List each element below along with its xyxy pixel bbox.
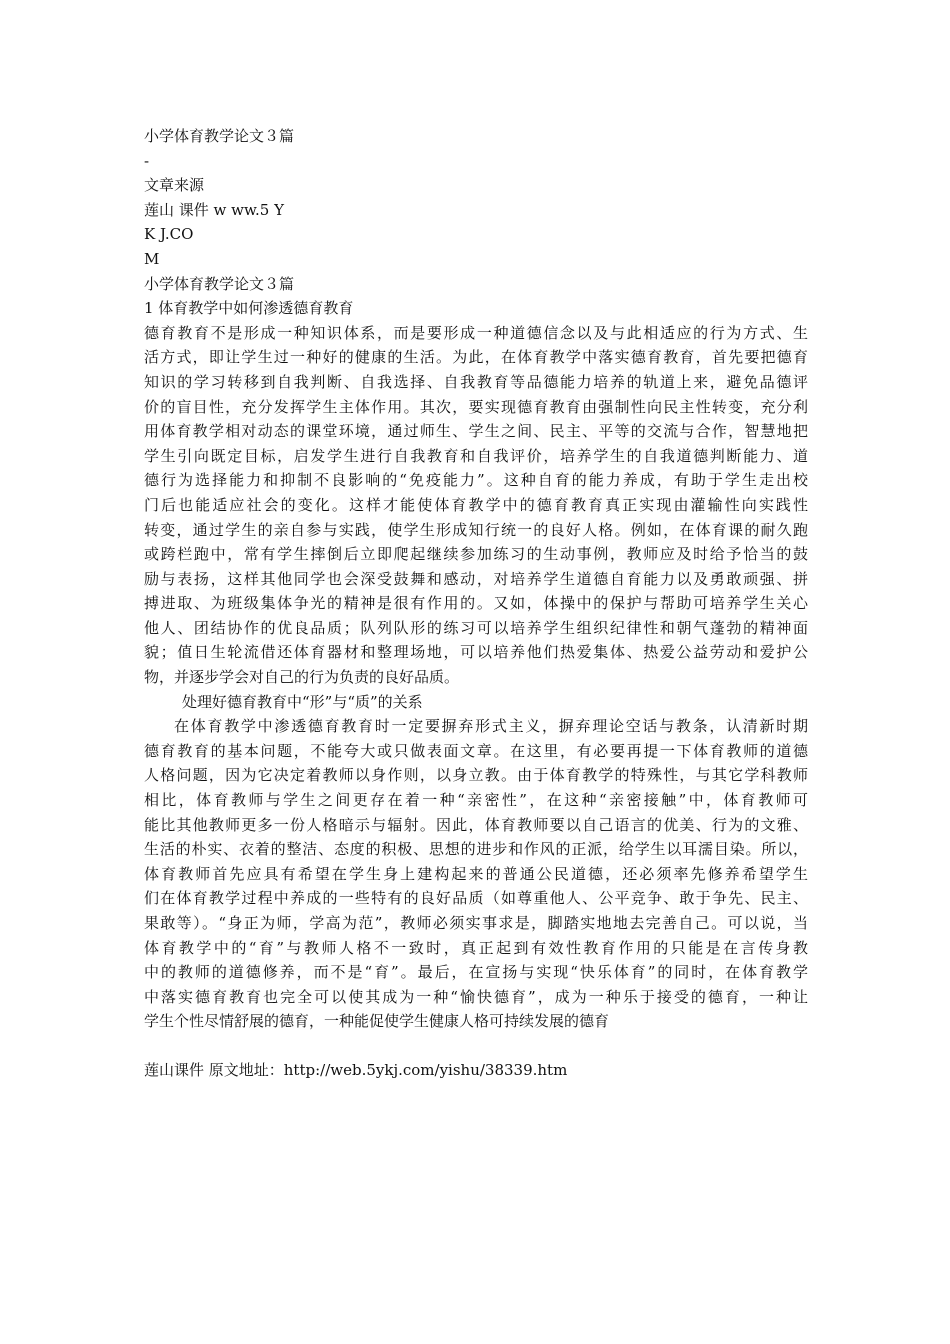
paragraph-line: 转变，通过学生的亲自参与实践，使学生形成知行统一的良好人格。例如，在体育课的耐久跑 [144, 520, 808, 539]
paragraph-line: 相比，体育教师与学生之间更存在着一种“亲密性”，在这种“亲密接触”中，体育教师可 [144, 791, 808, 810]
section-heading-2: 处理好德育教育中“形”与“质”的关系 [182, 692, 423, 711]
header-block [144, 124, 808, 321]
paragraph-line: 搏进取、为班级集体争光的精神是很有作用的。又如，体操中的保护与帮助可培养学生关心 [144, 594, 808, 613]
paragraph-line: 人格问题，因为它决定着教师以身作则，以身立教。由于体育教学的特殊性，与其它学科教师 [144, 766, 808, 785]
paragraph-line: 中的教师的道德修养，而不是“育”。最后，在宣扬与实现“快乐体育”的同时，在体育教学 [144, 963, 808, 982]
source-line-1: 莲山 课件 w ww.5 Y [144, 200, 285, 219]
paragraph-line: 果敢等）。“身正为师，学高为范”，教师必须实事求是，脚踏实地地去完善自己。可以说，当 [144, 914, 808, 932]
section-heading-1: 1 体育教学中如何渗透德育教育 [144, 299, 354, 318]
paragraph-line: 门后也能适应社会的变化。这样才能使体育教学中的德育教育真正实现由灌输性向实践性 [144, 495, 808, 514]
paragraph-line: 励与表扬，这样其他同学也会深受鼓舞和感动，对培养学生道德自育能力以及勇敢顽强、拼 [144, 569, 808, 588]
paragraph-line: 知识的学习转移到自我判断、自我选择、自我教育等品德能力培养的轨道上来，避免品德评 [144, 372, 808, 391]
paragraph-2 [144, 714, 808, 1034]
paragraph-line: 们在体育教学过程中养成的一些特有的良好品质（如尊重他人、公平竞争、敢于争先、民主、 [144, 889, 808, 908]
paragraph-line: 貌；值日生轮流借还体育器材和整理场地，可以培养他们热爱集体、热爱公益劳动和爱护公 [144, 643, 808, 662]
paragraph-line: 德育教育的基本问题，不能夸大或只做表面文章。在这里，有必要再提一下体育教师的道德 [144, 741, 808, 760]
separator-dash: - [144, 151, 150, 170]
paragraph-line: 体育教学中的“育”与教师人格不一致时，真正起到有效性教育作用的只能是在言传身教 [144, 938, 808, 957]
paragraph-line: 能比其他教师更多一份人格暗示与辐射。因此，体育教师要以自己语言的优美、行为的文雅、 [144, 815, 808, 834]
source-line-3: M [144, 249, 160, 268]
paragraph-line: 或跨栏跑中，常有学生摔倒后立即爬起继续参加练习的生动事例，教师应及时给予恰当的鼓 [144, 545, 808, 564]
paragraph-line: 德行为选择能力和抑制不良影响的“免疫能力”。这种自育的能力养成，有助于学生走出校 [144, 471, 808, 490]
paragraph-line: 用体育教学相对动态的课堂环境，通过师生、学生之间、民主、平等的交流与合作，智慧地把 [144, 422, 808, 441]
footer-source-link[interactable]: 莲山课件 原文地址：http://web.5ykj.com/yishu/38339.htm [144, 1060, 568, 1079]
source-line-2: K J.CO [144, 225, 194, 244]
paragraph-line: 活方式，即让学生过一种好的健康的生活。为此，在体育教学中落实德育教育，首先要把德育 [144, 348, 808, 367]
paragraph-line: 价的盲目性，充分发挥学生主体作用。其次，要实现德育教育由强制性向民主性转变，充分利 [144, 397, 808, 416]
document-subtitle: 小学体育教学论文３篇 [144, 274, 295, 293]
paragraph-line: 学生引向既定目标，启发学生进行自我教育和自我评价，培养学生的自我道德判断能力、道 [144, 446, 808, 465]
paragraph-line: 体育教师首先应具有希望在学生身上建构起来的普通公民道德，还必须率先修养希望学生 [144, 864, 808, 883]
document-page [144, 124, 808, 1083]
paragraph-line: 学生个性尽情舒展的德育，一种能促使学生健康人格可持续发展的德育 [144, 1012, 610, 1031]
paragraph-line: 德育教育不是形成一种知识体系，而是要形成一种道德信念以及与此相适应的行为方式、生 [144, 323, 808, 342]
spacer [144, 1034, 808, 1058]
paragraph-line: 在体育教学中渗透德育教育时一定要摒弃形式主义，摒弃理论空话与教条，认清新时期 [174, 717, 808, 736]
paragraph-line: 中落实德育教育也完全可以使其成为一种“愉快德育”，成为一种乐于接受的德育，一种让 [144, 987, 808, 1006]
paragraph-line: 生活的朴实、衣着的整洁、态度的积极、思想的进步和作风的正派，给学生以耳濡目染。所以， [144, 840, 808, 859]
paragraph-line: 他人、团结协作的优良品质；队列队形的练习可以培养学生组织纪律性和朝气蓬勃的精神面 [144, 618, 808, 637]
source-label: 文章来源 [144, 176, 205, 195]
paragraph-1 [144, 321, 808, 690]
document-title: 小学体育教学论文３篇 [144, 127, 295, 145]
paragraph-line: 物，并逐步学会对自己的行为负责的良好品质。 [144, 668, 460, 687]
